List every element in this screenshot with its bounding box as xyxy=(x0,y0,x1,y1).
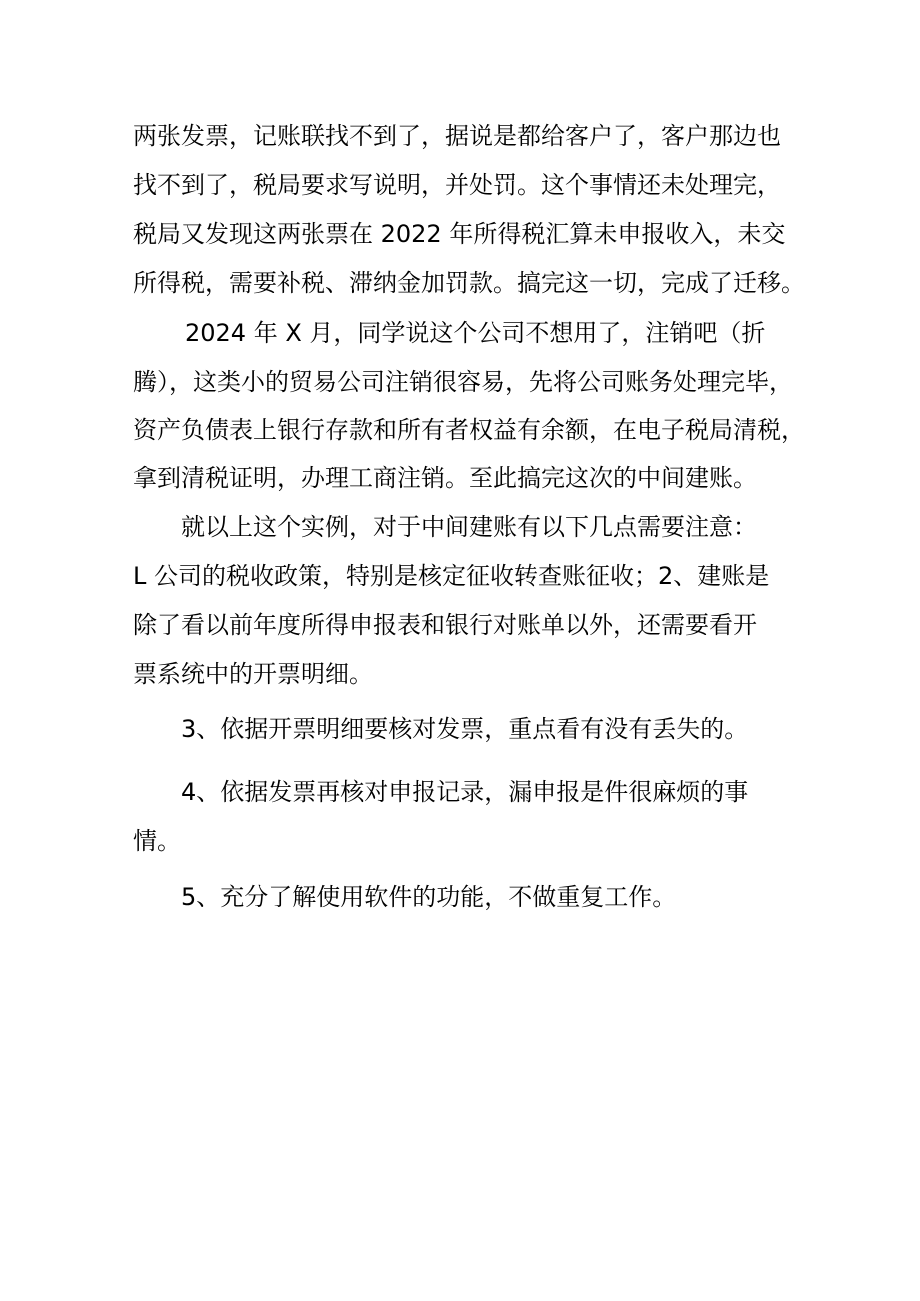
paragraph-5-line-2: 情。 xyxy=(133,827,181,855)
paragraph-1-line-2: 找不到了，税局要求写说明，并处罚。这个事情还未处理完， xyxy=(133,171,781,199)
paragraph-6-line-1: 5、充分了解使用软件的功能，不做重复工作。 xyxy=(181,883,677,911)
paragraph-2-line-4: 拿到清税证明，办理工商注销。至此搞完这次的中间建账。 xyxy=(133,464,757,492)
paragraph-1-line-1: 两张发票，记账联找不到了，据说是都给客户了，客户那边也 xyxy=(133,122,781,150)
paragraph-3-line-2: L 公司的税收政策，特别是核定征收转查账征收；2、建账是 xyxy=(133,562,770,590)
paragraph-2-line-3: 资产负债表上银行存款和所有者权益有余额，在电子税局清税， xyxy=(133,416,805,444)
paragraph-3-line-1: 就以上这个实例，对于中间建账有以下几点需要注意： xyxy=(181,513,757,541)
paragraph-4-line-1: 3、依据开票明细要核对发票，重点看有没有丢失的。 xyxy=(181,715,749,743)
paragraph-5-line-1: 4、依据发票再核对申报记录，漏申报是件很麻烦的事 xyxy=(181,778,749,806)
paragraph-2-line-2: 腾），这类小的贸易公司注销很容易，先将公司账务处理完毕， xyxy=(133,368,793,396)
paragraph-3-line-3: 除了看以前年度所得申报表和银行对账单以外，还需要看开 xyxy=(133,611,757,639)
paragraph-1-line-4: 所得税，需要补税、滞纳金加罚款。搞完这一切，完成了迁移。 xyxy=(133,269,805,297)
paragraph-3-line-4: 票系统中的开票明细。 xyxy=(133,660,373,688)
paragraph-1-line-3: 税局又发现这两张票在 2022 年所得税汇算未申报收入，未交 xyxy=(133,220,786,248)
paragraph-2-line-1: 2024 年 X 月，同学说这个公司不想用了，注销吧（折 xyxy=(185,319,766,347)
